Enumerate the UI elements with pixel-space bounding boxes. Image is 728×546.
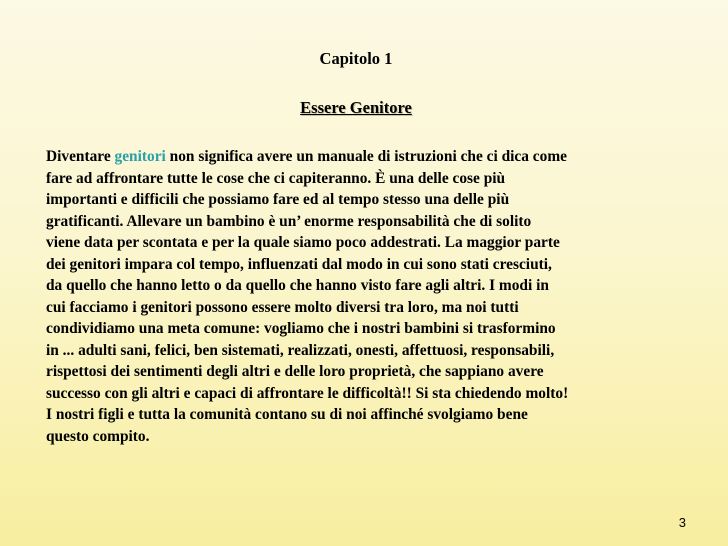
body-line: cui facciamo i genitori possono essere molto diversi tra loro, ma noi tutti: [46, 298, 519, 316]
highlight-word-genitori: genitori: [114, 148, 166, 165]
body-line-1-prefix: Diventare: [46, 148, 115, 165]
slide-title: Essere Genitore: [300, 98, 412, 117]
body-line: dei genitori impara col tempo, influenzati dal modo in cui sono stati cresciuti,: [46, 255, 552, 273]
body-line: rispettosi dei sentimenti degli altri e delle loro proprietà, che sappiano avere: [46, 363, 544, 380]
body-line: gratificanti. Allevare un bambino è un’ enorme responsabilità che di solito: [46, 212, 532, 230]
body-line: da quello che hanno letto o da quello che hanno visto fare agli altri. I modi in: [46, 277, 549, 294]
body-line: condividiamo una meta comune: vogliamo che i nostri bambini si trasformino: [46, 320, 556, 337]
body-line: questo compito.: [46, 427, 150, 445]
body-line-1-suffix: non significa avere un manuale di istruzioni che ci dica come: [165, 148, 567, 165]
body-line: in ... adulti sani, felici, ben sistemati, realizzati, onesti, affettuosi, responsabili,: [46, 341, 555, 359]
body-line: viene data per scontata e per la quale siamo poco addestrati. La maggior parte: [46, 234, 560, 251]
body-paragraph: [46, 146, 686, 447]
body-line: successo con gli altri e capaci di affrontare le difficoltà!! Si sta chiedendo molto!: [46, 384, 569, 402]
body-line: I nostri figli e tutta la comunità contano su di noi affinché svolgiamo bene: [46, 406, 528, 423]
body-line: importanti e difficili che possiamo fare ed al tempo stesso una delle più: [46, 191, 510, 208]
body-line-1: [46, 146, 686, 168]
page-number: 3: [678, 515, 686, 530]
chapter-heading: Capitolo 1: [319, 49, 393, 68]
body-line: fare ad affrontare tutte le cose che ci capiteranno. È una delle cose più: [46, 169, 506, 187]
